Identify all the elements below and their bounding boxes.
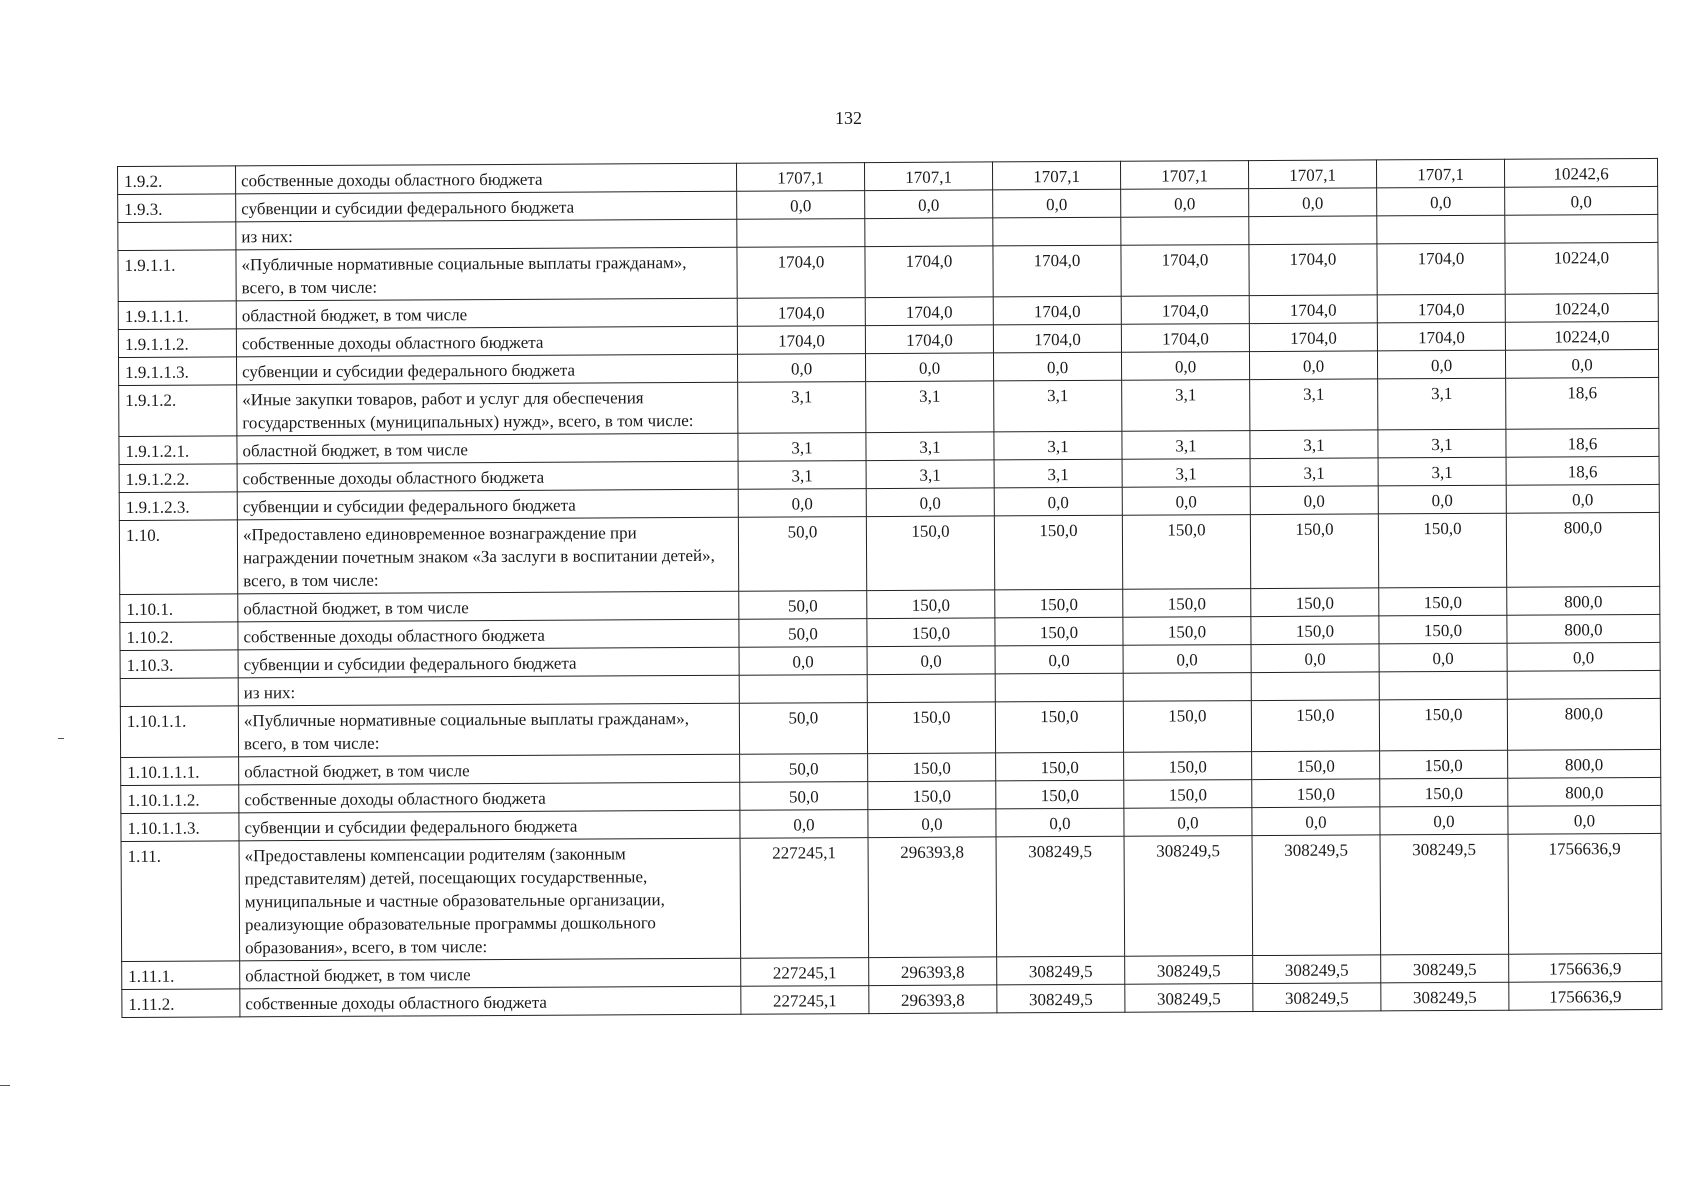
row-total-value: 10242,6	[1504, 158, 1657, 187]
row-code: 1.9.1.2.3.	[119, 492, 237, 521]
row-year-value: 150,0	[868, 781, 996, 810]
page-number: 132	[835, 108, 862, 128]
row-total-value: 800,0	[1507, 614, 1660, 643]
row-code: 1.11.2.	[122, 989, 240, 1018]
row-year-value: 3,1	[994, 431, 1122, 460]
row-year-value	[1249, 216, 1377, 245]
row-total-value: 800,0	[1507, 586, 1660, 615]
table-row	[119, 512, 1659, 594]
row-total-value: 0,0	[1505, 186, 1658, 215]
row-year-value: 1704,0	[1121, 245, 1249, 297]
row-year-value: 1707,1	[736, 163, 864, 192]
row-total-value: 10224,0	[1505, 293, 1658, 322]
row-year-value: 3,1	[1250, 379, 1378, 431]
row-description: из них:	[236, 219, 737, 250]
scan-edge-mark	[0, 1085, 10, 1086]
row-year-value: 308249,5	[1253, 983, 1381, 1012]
row-code	[120, 678, 238, 707]
row-total-value: 1756636,9	[1508, 833, 1662, 954]
row-year-value: 150,0	[1124, 752, 1252, 781]
row-year-value: 150,0	[866, 516, 994, 591]
table-row	[119, 377, 1659, 436]
row-year-value: 0,0	[1249, 351, 1377, 380]
row-year-value: 0,0	[868, 809, 996, 838]
row-year-value: 0,0	[866, 488, 994, 517]
row-year-value: 1704,0	[1121, 324, 1249, 353]
row-year-value: 0,0	[1377, 187, 1505, 216]
row-year-value: 1704,0	[1249, 323, 1377, 352]
scan-edge-mark	[58, 738, 64, 739]
row-total-value	[1507, 670, 1660, 699]
row-total-value: 10224,0	[1505, 321, 1658, 350]
row-year-value: 1704,0	[865, 297, 993, 326]
row-year-value: 150,0	[996, 752, 1124, 781]
row-code: 1.9.1.2.	[119, 385, 237, 437]
row-year-value: 0,0	[1252, 807, 1380, 836]
row-year-value: 0,0	[740, 810, 868, 839]
row-year-value	[739, 675, 867, 704]
row-year-value: 150,0	[1379, 587, 1507, 616]
row-year-value: 0,0	[737, 191, 865, 220]
row-year-value: 227245,1	[740, 838, 869, 959]
row-code: 1.9.1.2.2.	[119, 464, 237, 493]
row-year-value: 50,0	[739, 703, 867, 755]
row-description: «Иные закупки товаров, работ и услуг для обеспечения государственных (муниципальных) нужд», всего, в том числе:	[237, 382, 738, 436]
row-year-value: 308249,5	[1124, 836, 1253, 957]
row-year-value: 3,1	[1122, 380, 1250, 432]
row-total-value: 18,6	[1506, 377, 1659, 429]
budget-table-body	[118, 158, 1662, 1017]
row-year-value: 150,0	[1122, 515, 1250, 590]
row-year-value: 1707,1	[1248, 160, 1376, 189]
row-year-value: 0,0	[865, 190, 993, 219]
row-description: «Предоставлено единовременное вознаграждение при награждении почетным знаком «За заслуги в воспитании детей», всего, в том числе:	[237, 517, 738, 594]
row-year-value: 50,0	[738, 517, 866, 592]
row-description: «Публичные нормативные социальные выплаты гражданам», всего, в том числе:	[236, 247, 737, 301]
row-total-value	[1505, 214, 1658, 243]
row-year-value: 3,1	[866, 381, 994, 433]
row-year-value: 1707,1	[1376, 159, 1504, 188]
row-year-value	[993, 217, 1121, 246]
row-year-value: 50,0	[740, 754, 868, 783]
row-year-value: 150,0	[1251, 700, 1379, 752]
row-description: собственные доходы областного бюджета	[239, 782, 740, 813]
row-description: субвенции и субсидии федерального бюджета	[238, 647, 739, 678]
row-description: собственные доходы областного бюджета	[240, 986, 741, 1017]
row-year-value: 150,0	[1379, 615, 1507, 644]
row-year-value: 3,1	[866, 460, 994, 489]
row-year-value: 308249,5	[997, 984, 1125, 1013]
row-year-value: 0,0	[1122, 487, 1250, 516]
row-total-value: 0,0	[1508, 805, 1661, 834]
row-year-value: 1707,1	[992, 161, 1120, 190]
row-code: 1.9.1.1.3.	[119, 357, 237, 386]
row-year-value: 1704,0	[993, 245, 1121, 297]
row-year-value: 50,0	[739, 619, 867, 648]
row-description: областной бюджет, в том числе	[240, 958, 741, 989]
budget-table-wrapper	[117, 158, 1661, 1018]
table-row	[121, 833, 1662, 961]
row-year-value: 150,0	[1250, 514, 1378, 589]
row-year-value	[1121, 217, 1249, 246]
row-code: 1.9.2.	[118, 166, 236, 195]
row-year-value: 3,1	[738, 461, 866, 490]
row-year-value: 3,1	[1250, 458, 1378, 487]
row-year-value	[1123, 673, 1251, 702]
row-description: собственные доходы областного бюджета	[238, 619, 739, 650]
table-row	[120, 698, 1660, 757]
row-year-value: 0,0	[994, 487, 1122, 516]
row-code: 1.10.2.	[120, 622, 238, 651]
row-year-value: 3,1	[1378, 457, 1506, 486]
row-total-value: 800,0	[1507, 698, 1660, 750]
row-year-value: 0,0	[1377, 350, 1505, 379]
table-row	[118, 242, 1658, 301]
row-description: субвенции и субсидии федерального бюджета	[237, 354, 738, 385]
row-year-value: 0,0	[996, 808, 1124, 837]
row-year-value: 150,0	[867, 590, 995, 619]
row-description: областной бюджет, в том числе	[237, 433, 738, 464]
row-total-value: 1756636,9	[1509, 981, 1662, 1010]
row-year-value: 308249,5	[1381, 954, 1509, 983]
row-year-value: 0,0	[1378, 485, 1506, 514]
row-year-value: 0,0	[1379, 643, 1507, 672]
row-year-value: 3,1	[994, 459, 1122, 488]
row-year-value: 1704,0	[737, 247, 865, 299]
row-year-value: 150,0	[1123, 701, 1251, 753]
row-year-value: 0,0	[993, 352, 1121, 381]
row-code	[118, 222, 236, 251]
row-total-value: 800,0	[1506, 512, 1659, 587]
row-year-value: 0,0	[1123, 645, 1251, 674]
row-description: областной бюджет, в том числе	[238, 591, 739, 622]
row-year-value: 150,0	[1123, 617, 1251, 646]
row-description: субвенции и субсидии федерального бюджета	[237, 489, 738, 520]
row-code: 1.10.1.1.	[120, 706, 238, 758]
row-code: 1.10.1.1.2.	[121, 785, 239, 814]
row-year-value: 150,0	[1380, 750, 1508, 779]
row-code: 1.10.1.1.3.	[121, 813, 239, 842]
row-year-value: 227245,1	[741, 986, 869, 1015]
row-total-value: 0,0	[1505, 349, 1658, 378]
row-year-value: 150,0	[1124, 780, 1252, 809]
row-year-value: 3,1	[1122, 459, 1250, 488]
row-description: «Предоставлены компенсации родителям (законным представителям) детей, посещающих государственные, муниципальные и частные образовательные организации, реализующие образовательные программы дошкольного образования», всего, в том числе:	[239, 838, 741, 961]
row-year-value: 1704,0	[993, 324, 1121, 353]
row-year-value: 150,0	[994, 515, 1122, 590]
row-year-value	[865, 218, 993, 247]
row-description: собственные доходы областного бюджета	[237, 461, 738, 492]
row-year-value: 308249,5	[1252, 835, 1381, 956]
row-description: субвенции и субсидии федерального бюджета	[239, 810, 740, 841]
row-year-value: 1707,1	[1120, 161, 1248, 190]
row-code: 1.9.1.1.	[118, 250, 236, 302]
row-year-value: 150,0	[1378, 513, 1506, 588]
row-year-value: 150,0	[867, 702, 995, 754]
row-year-value: 1704,0	[1377, 322, 1505, 351]
row-year-value: 150,0	[868, 753, 996, 782]
row-year-value: 3,1	[1378, 429, 1506, 458]
row-year-value: 1704,0	[737, 326, 865, 355]
row-year-value: 150,0	[867, 618, 995, 647]
row-year-value: 0,0	[738, 489, 866, 518]
row-year-value: 3,1	[1378, 378, 1506, 430]
row-year-value: 150,0	[1252, 751, 1380, 780]
row-year-value: 296393,8	[869, 985, 997, 1014]
row-total-value: 800,0	[1508, 749, 1661, 778]
budget-table	[117, 158, 1662, 1018]
row-total-value: 0,0	[1506, 484, 1659, 513]
row-year-value: 0,0	[1121, 189, 1249, 218]
row-year-value	[995, 673, 1123, 702]
row-year-value: 1704,0	[865, 246, 993, 298]
row-year-value: 3,1	[1122, 431, 1250, 460]
row-year-value	[1379, 671, 1507, 700]
row-year-value: 308249,5	[1253, 955, 1381, 984]
row-year-value: 1704,0	[1377, 243, 1505, 295]
row-total-value: 800,0	[1508, 777, 1661, 806]
row-year-value: 0,0	[1124, 808, 1252, 837]
row-year-value: 150,0	[1252, 779, 1380, 808]
row-code: 1.10.3.	[120, 650, 238, 679]
row-year-value: 1704,0	[1249, 295, 1377, 324]
row-year-value: 1704,0	[1121, 296, 1249, 325]
row-year-value: 50,0	[739, 591, 867, 620]
row-year-value: 308249,5	[1125, 984, 1253, 1013]
row-year-value: 0,0	[1250, 486, 1378, 515]
row-year-value: 308249,5	[1381, 982, 1509, 1011]
row-year-value: 1704,0	[1377, 294, 1505, 323]
row-code: 1.10.1.	[120, 594, 238, 623]
row-year-value: 150,0	[1380, 778, 1508, 807]
row-year-value: 308249,5	[1380, 834, 1509, 955]
row-year-value: 1704,0	[737, 298, 865, 327]
row-year-value: 3,1	[994, 380, 1122, 432]
row-year-value: 296393,8	[868, 837, 997, 958]
row-year-value: 0,0	[865, 353, 993, 382]
row-year-value: 3,1	[1250, 430, 1378, 459]
row-year-value	[1377, 215, 1505, 244]
row-year-value: 308249,5	[996, 836, 1125, 957]
row-year-value: 3,1	[738, 382, 866, 434]
row-year-value: 1704,0	[1249, 244, 1377, 296]
row-code: 1.9.1.1.2.	[118, 329, 236, 358]
row-total-value: 18,6	[1506, 456, 1659, 485]
row-year-value: 150,0	[1379, 699, 1507, 751]
row-year-value: 0,0	[993, 189, 1121, 218]
row-year-value: 3,1	[866, 432, 994, 461]
row-year-value: 150,0	[995, 617, 1123, 646]
row-total-value: 18,6	[1506, 428, 1659, 457]
row-description: субвенции и субсидии федерального бюджета	[236, 191, 737, 222]
row-year-value	[737, 219, 865, 248]
row-year-value: 227245,1	[741, 958, 869, 987]
row-total-value: 0,0	[1507, 642, 1660, 671]
row-description: собственные доходы областного бюджета	[236, 163, 737, 194]
row-code: 1.11.	[121, 841, 240, 962]
row-year-value: 0,0	[1249, 188, 1377, 217]
row-code: 1.10.1.1.1.	[121, 757, 239, 786]
row-description: областной бюджет, в том числе	[236, 298, 737, 329]
row-code: 1.9.1.1.1.	[118, 301, 236, 330]
row-year-value: 308249,5	[1125, 956, 1253, 985]
row-year-value: 296393,8	[869, 957, 997, 986]
row-total-value: 10224,0	[1505, 242, 1658, 294]
row-year-value: 1704,0	[993, 296, 1121, 325]
row-year-value: 50,0	[740, 782, 868, 811]
row-description: «Публичные нормативные социальные выплаты гражданам», всего, в том числе:	[238, 703, 739, 757]
row-code: 1.11.1.	[122, 961, 240, 990]
row-year-value: 0,0	[867, 646, 995, 675]
row-year-value: 150,0	[995, 589, 1123, 618]
row-year-value: 0,0	[995, 645, 1123, 674]
row-year-value: 0,0	[1251, 644, 1379, 673]
row-year-value: 150,0	[995, 701, 1123, 753]
row-year-value: 1704,0	[865, 325, 993, 354]
row-year-value: 150,0	[996, 780, 1124, 809]
row-year-value: 308249,5	[997, 956, 1125, 985]
row-year-value: 150,0	[1251, 588, 1379, 617]
row-year-value: 0,0	[1121, 352, 1249, 381]
row-year-value: 0,0	[737, 354, 865, 383]
row-description: собственные доходы областного бюджета	[236, 326, 737, 357]
row-description: областной бюджет, в том числе	[239, 754, 740, 785]
row-year-value	[1251, 672, 1379, 701]
row-code: 1.9.3.	[118, 194, 236, 223]
row-year-value: 150,0	[1123, 589, 1251, 618]
row-year-value: 0,0	[739, 647, 867, 676]
row-year-value: 150,0	[1251, 616, 1379, 645]
row-year-value: 1707,1	[864, 162, 992, 191]
row-code: 1.10.	[119, 520, 237, 595]
row-total-value: 1756636,9	[1509, 953, 1662, 982]
row-year-value: 0,0	[1380, 806, 1508, 835]
row-code: 1.9.1.2.1.	[119, 436, 237, 465]
row-description: из них:	[238, 675, 739, 706]
row-year-value	[867, 674, 995, 703]
row-year-value: 3,1	[738, 433, 866, 462]
